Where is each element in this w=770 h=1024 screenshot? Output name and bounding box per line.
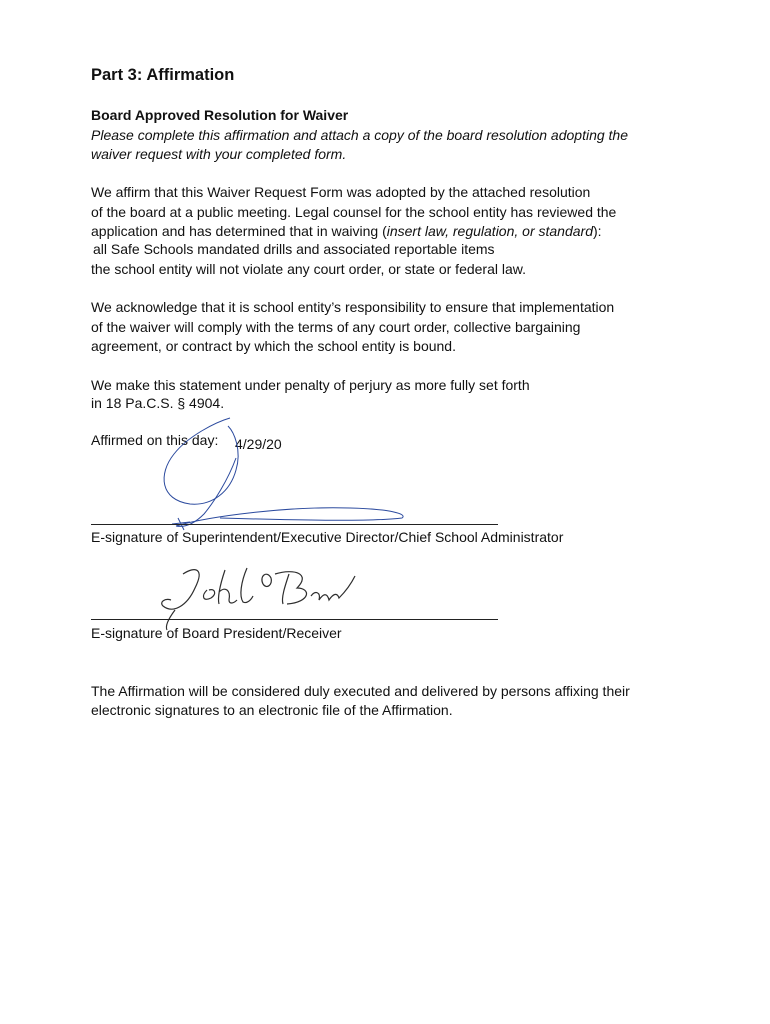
instructions-line-2: waiver request with your completed form. (91, 146, 347, 162)
board-president-signature-line (91, 619, 498, 620)
para1-line-1: We affirm that this Waiver Request Form was adopted by the attached resolution (91, 184, 591, 200)
para1-line-3-pre: application and has determined that in waiving ( (91, 223, 387, 239)
waiver-standard-field[interactable]: all Safe Schools mandated drills and associated reportable items (93, 241, 495, 257)
para2-line-3: agreement, or contract by which the school entity is bound. (91, 338, 456, 354)
para1-line-3-italic: insert law, regulation, or standard (386, 223, 593, 239)
page-title: Part 3: Affirmation (91, 66, 235, 84)
para1-line-2: of the board at a public meeting. Legal counsel for the school entity has reviewed the (91, 204, 617, 220)
affirmed-label: Affirmed on this day: (91, 432, 219, 448)
instructions-line-1: Please complete this affirmation and attach a copy of the board resolution adopting the (91, 127, 629, 143)
para1-line-5: the school entity will not violate any court order, or state or federal law. (91, 261, 527, 277)
para3-line-2: in 18 Pa.C.S. § 4904. (91, 395, 225, 411)
section-subheading: Board Approved Resolution for Waiver (91, 107, 349, 123)
para2-line-1: We acknowledge that it is school entity’s responsibility to ensure that implementation (91, 299, 615, 315)
para2-line-2: of the waiver will comply with the terms of any court order, collective bargaining (91, 319, 581, 335)
superintendent-signature-label: E-signature of Superintendent/Executive Director/Chief School Administrator (91, 529, 564, 545)
closing-line-1: The Affirmation will be considered duly executed and delivered by persons affixing their (91, 683, 630, 699)
superintendent-signature-image (150, 410, 420, 535)
closing-line-2: electronic signatures to an electronic file of the Affirmation. (91, 702, 453, 718)
affirmed-date-field[interactable]: 4/29/20 (235, 436, 282, 452)
board-president-signature-label: E-signature of Board President/Receiver (91, 625, 342, 641)
para3-line-1: We make this statement under penalty of perjury as more fully set forth (91, 377, 530, 393)
para1-line-3-post: ): (592, 223, 602, 239)
para1-line-3 (91, 222, 602, 242)
superintendent-signature-line (91, 524, 498, 525)
